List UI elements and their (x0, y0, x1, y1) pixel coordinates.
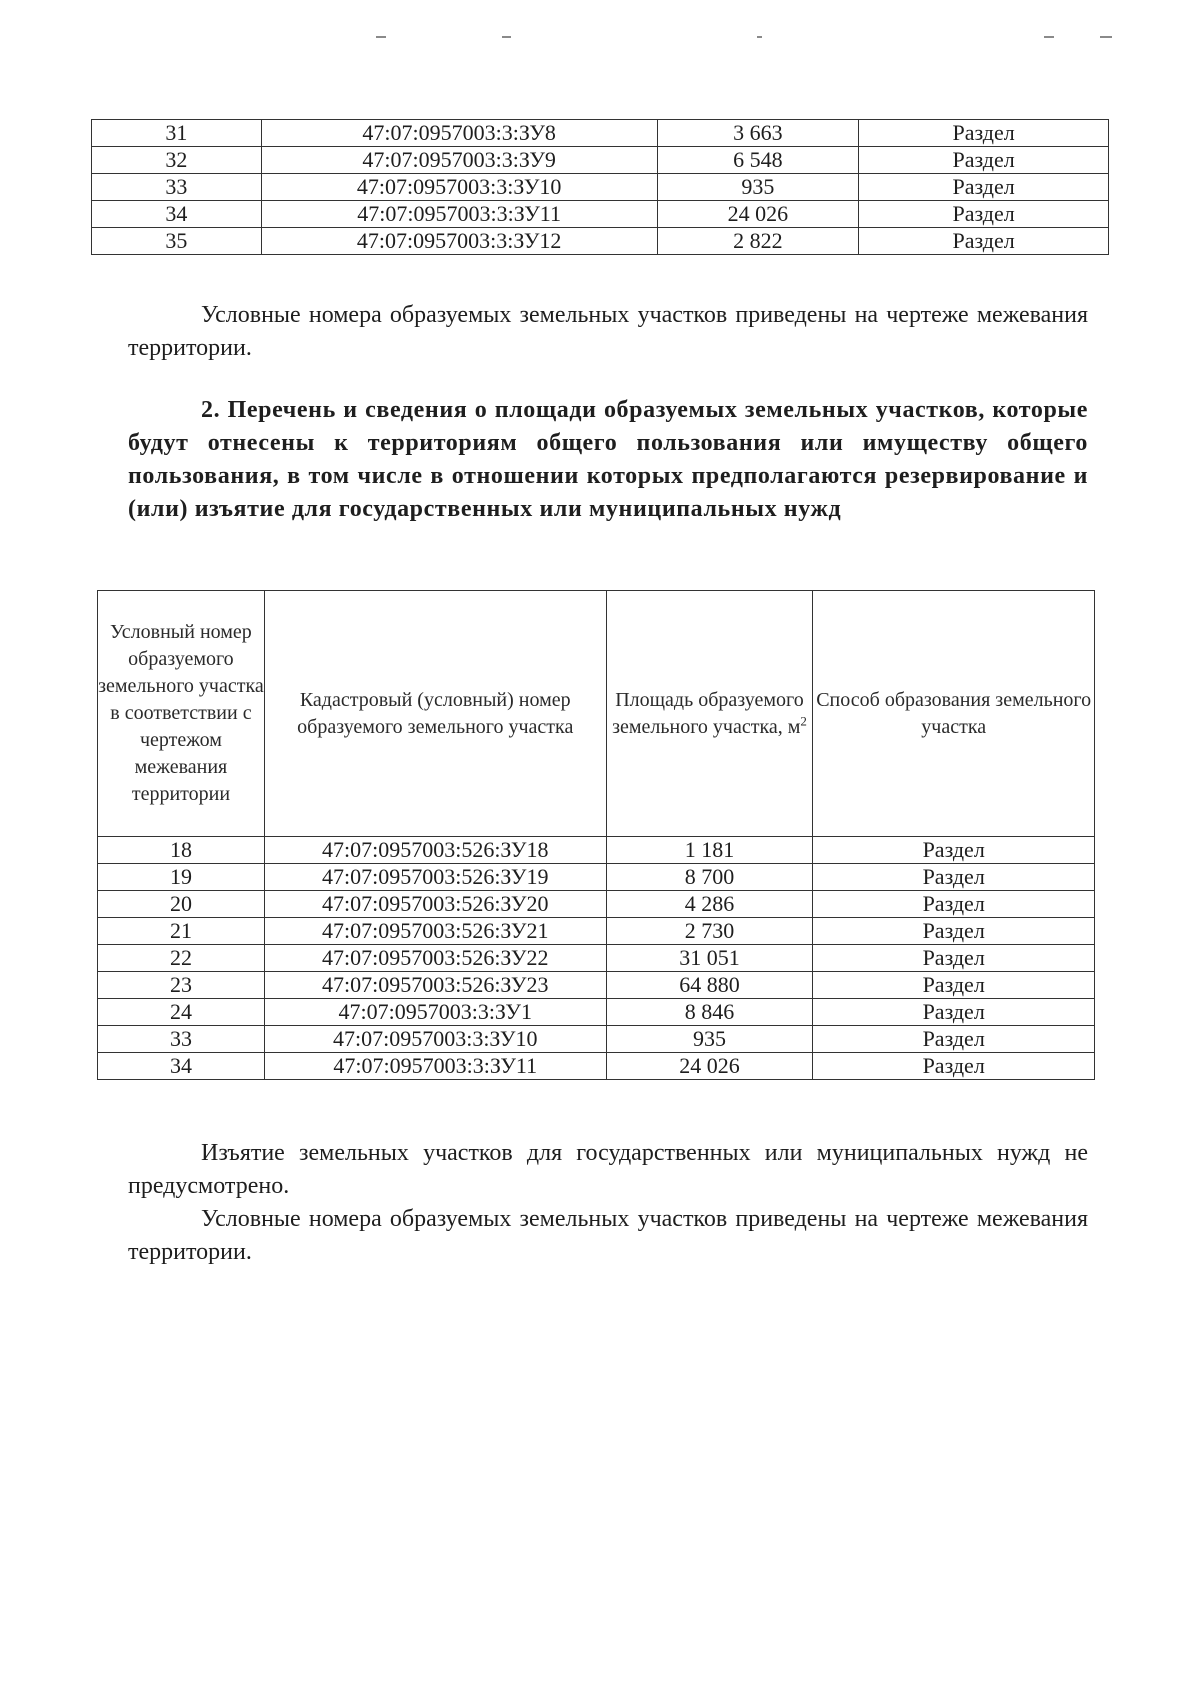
cell-conditional-number: 24 (98, 999, 265, 1026)
table-row (98, 1053, 1095, 1080)
cell-formation-method: Раздел (813, 891, 1095, 918)
cell-formation-method: Раздел (813, 945, 1095, 972)
table2-header-row (98, 591, 1095, 837)
cell-cadastral-number: 47:07:0957003:3:ЗУ8 (261, 120, 657, 147)
paragraph-conditional-numbers-2: Условные номера образуемых земельных участков приведены на чертеже межевания территории. (128, 1206, 1088, 1265)
cell-conditional-number: 22 (98, 945, 265, 972)
cell-formation-method: Раздел (813, 1026, 1095, 1053)
table-row (98, 945, 1095, 972)
cell-area: 2 730 (606, 918, 813, 945)
cell-conditional-number: 33 (98, 1026, 265, 1053)
cell-area: 8 846 (606, 999, 813, 1026)
public-use-plots-table (97, 590, 1095, 1080)
cell-area: 31 051 (606, 945, 813, 972)
scan-artifacts (0, 36, 1200, 42)
table-row (98, 1026, 1095, 1053)
cell-cadastral-number: 47:07:0957003:3:ЗУ11 (264, 1053, 606, 1080)
cell-area: 8 700 (606, 864, 813, 891)
cell-cadastral-number: 47:07:0957003:526:ЗУ22 (264, 945, 606, 972)
table-row (98, 891, 1095, 918)
table-row (98, 972, 1095, 999)
cell-cadastral-number: 47:07:0957003:526:ЗУ19 (264, 864, 606, 891)
cell-conditional-number: 34 (92, 201, 262, 228)
cell-conditional-number: 32 (92, 147, 262, 174)
cell-formation-method: Раздел (859, 201, 1109, 228)
table1-body (92, 120, 1109, 255)
header-conditional-number: Условный номер образуемого земельного участка в соответствии с чертежом межевания территории (98, 591, 265, 837)
table-row (92, 120, 1109, 147)
cell-conditional-number: 31 (92, 120, 262, 147)
cell-cadastral-number: 47:07:0957003:3:ЗУ1 (264, 999, 606, 1026)
header-area-sup: 2 (800, 712, 807, 728)
cell-conditional-number: 18 (98, 837, 265, 864)
cell-formation-method: Раздел (813, 972, 1095, 999)
table-row (98, 837, 1095, 864)
land-plots-table-continued (91, 119, 1109, 255)
cell-area: 24 026 (657, 201, 859, 228)
cell-area: 935 (606, 1026, 813, 1053)
paragraph-conditional-numbers: Условные номера образуемых земельных участков приведены на чертеже межевания территории. (128, 302, 1088, 361)
cell-cadastral-number: 47:07:0957003:526:ЗУ23 (264, 972, 606, 999)
cell-formation-method: Раздел (859, 147, 1109, 174)
cell-cadastral-number: 47:07:0957003:3:ЗУ10 (261, 174, 657, 201)
cell-cadastral-number: 47:07:0957003:526:ЗУ21 (264, 918, 606, 945)
cell-conditional-number: 34 (98, 1053, 265, 1080)
table-row (92, 174, 1109, 201)
cell-formation-method: Раздел (813, 864, 1095, 891)
cell-formation-method: Раздел (813, 918, 1095, 945)
cell-conditional-number: 21 (98, 918, 265, 945)
cell-cadastral-number: 47:07:0957003:3:ЗУ9 (261, 147, 657, 174)
cell-area: 2 822 (657, 228, 859, 255)
cell-area: 935 (657, 174, 859, 201)
section-title: Перечень и сведения о площади образуемых земельных участков, которые будут отнесены к территориям общего пользования или имуществу общего пользования, в том числе в отношении которых предполагаются резервирование и (или) изъятие для государственных или муниципальных нужд (128, 397, 1088, 522)
table-row (92, 201, 1109, 228)
cell-conditional-number: 20 (98, 891, 265, 918)
section-number: 2. (201, 397, 221, 423)
cell-cadastral-number: 47:07:0957003:526:ЗУ18 (264, 837, 606, 864)
cell-formation-method: Раздел (813, 1053, 1095, 1080)
cell-conditional-number: 35 (92, 228, 262, 255)
table-row (92, 147, 1109, 174)
header-cadastral-number: Кадастровый (условный) номер образуемого земельного участка (264, 591, 606, 837)
cell-area: 3 663 (657, 120, 859, 147)
paragraph-no-seizure: Изъятие земельных участков для государственных или муниципальных нужд не предусмотрено. (128, 1140, 1088, 1199)
header-area (606, 591, 813, 837)
cell-area: 24 026 (606, 1053, 813, 1080)
cell-cadastral-number: 47:07:0957003:3:ЗУ11 (261, 201, 657, 228)
cell-area: 1 181 (606, 837, 813, 864)
table-row (98, 918, 1095, 945)
table-row (98, 864, 1095, 891)
cell-cadastral-number: 47:07:0957003:3:ЗУ12 (261, 228, 657, 255)
header-formation-method: Способ образования земельного участка (813, 591, 1095, 837)
header-area-text: Площадь образуемого земельного участка, м (612, 688, 804, 738)
cell-formation-method: Раздел (813, 837, 1095, 864)
cell-conditional-number: 33 (92, 174, 262, 201)
cell-formation-method: Раздел (859, 228, 1109, 255)
section-2-heading (128, 394, 1088, 526)
cell-formation-method: Раздел (859, 174, 1109, 201)
cell-area: 64 880 (606, 972, 813, 999)
table2-body (98, 837, 1095, 1080)
cell-cadastral-number: 47:07:0957003:526:ЗУ20 (264, 891, 606, 918)
cell-formation-method: Раздел (813, 999, 1095, 1026)
table-row (98, 999, 1095, 1026)
cell-area: 6 548 (657, 147, 859, 174)
cell-conditional-number: 19 (98, 864, 265, 891)
cell-cadastral-number: 47:07:0957003:3:ЗУ10 (264, 1026, 606, 1053)
table-row (92, 228, 1109, 255)
cell-area: 4 286 (606, 891, 813, 918)
cell-formation-method: Раздел (859, 120, 1109, 147)
cell-conditional-number: 23 (98, 972, 265, 999)
